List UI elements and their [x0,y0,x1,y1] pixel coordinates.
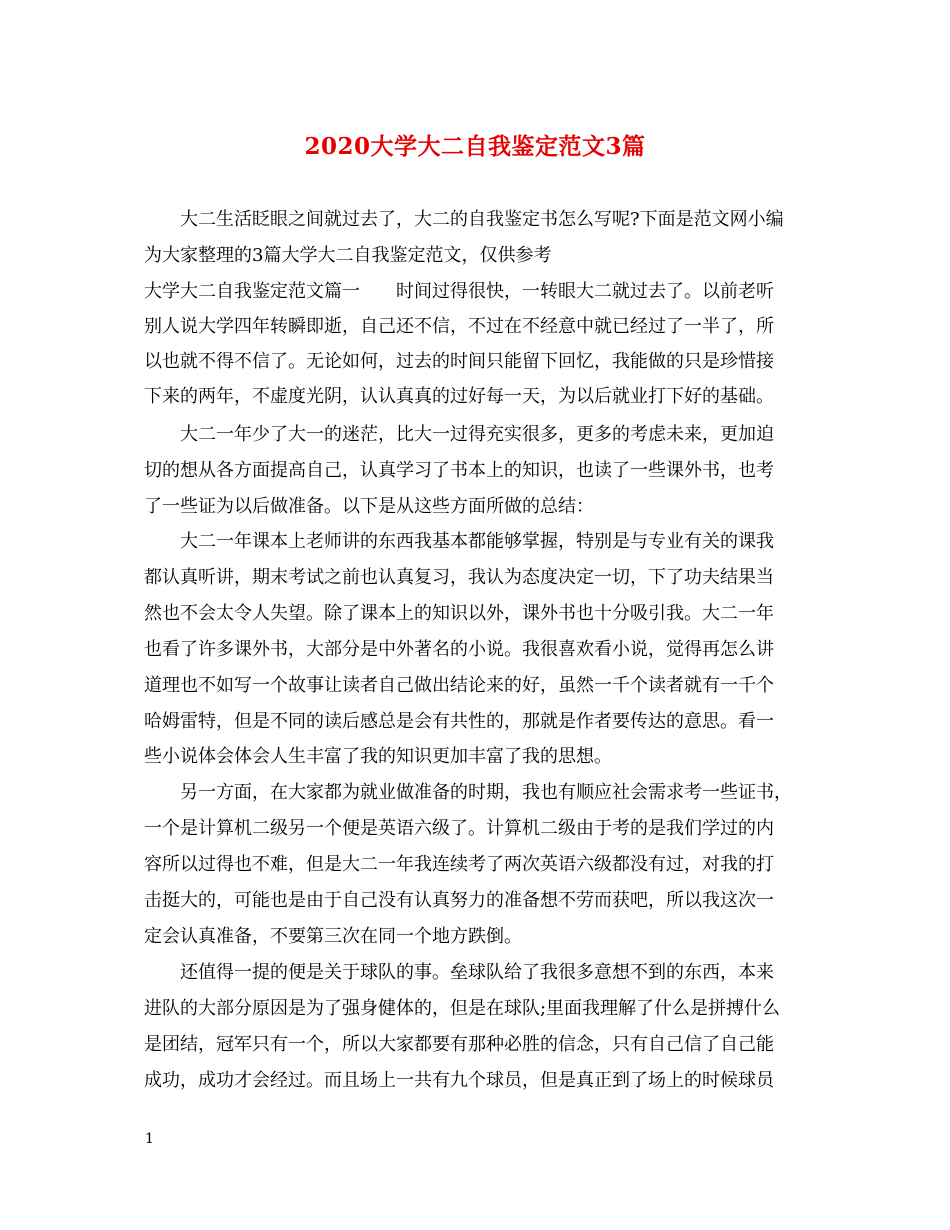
text-line: 容所以过得也不难，但是大二一年我连续考了两次英语六级都没有过，对我的打 [144,854,774,875]
text-line: 了一些证为以后做准备。以下是从这些方面所做的总结： [144,496,594,517]
text-line: 是团结，冠军只有一个，所以大家都要有那种必胜的信念，只有自己信了自己能 [144,1034,774,1055]
text-line: 成功，成功才会经过。而且场上一共有九个球员，但是真正到了场上的时候球员 [144,1070,774,1091]
text-line: 也看了许多课外书，大部分是中外著名的小说。我很喜欢看小说，觉得再怎么讲 [144,639,774,660]
page-number: 1 [145,1131,154,1147]
text-line: 进队的大部分原因是为了强身健体的，但是在球队;里面我理解了什么是拼搏什么 [144,998,781,1019]
text-line: 然也不会太令人失望。除了课本上的知识以外，课外书也十分吸引我。大二一年 [144,603,774,624]
text-line: 还值得一提的便是关于球队的事。垒球队给了我很多意想不到的东西，本来 [180,962,774,983]
text-line: 大二一年课本上老师讲的东西我基本都能够掌握，特别是与专业有关的课我 [180,531,774,552]
text-line: 为大家整理的3篇大学大二自我鉴定范文，仅供参考 [144,245,552,266]
text-line: 一个是计算机二级另一个便是英语六级了。计算机二级由于考的是我们学过的内 [144,818,774,839]
text-line: 哈姆雷特，但是不同的读后感总是会有共性的，那就是作者要传达的意思。看一 [144,711,774,732]
text-line: 些小说体会体会人生丰富了我的知识更加丰富了我的思想。 [144,746,612,767]
text-line: 切的想从各方面提高自己，认真学习了书本上的知识，也读了一些课外书，也考 [144,460,774,481]
text-line: 另一方面，在大家都为就业做准备的时期，我也有顺应社会需求考一些证书， [180,782,792,803]
text-line: 道理也不如写一个故事让读者自己做出结论来的好，虽然一千个读者就有一千个 [144,675,774,696]
document-title: 2020大学大二自我鉴定范文3篇 [304,133,646,160]
text-line: 大二一年少了大一的迷茫，比大一过得充实很多，更多的考虑未来，更加迫 [180,424,774,445]
text-line: 大二生活眨眼之间就过去了，大二的自我鉴定书怎么写呢?下面是范文网小编 [180,209,784,230]
text-line: 下来的两年，不虚度光阴，认认真真的过好每一天，为以后就业打下好的基础。 [144,386,774,407]
text-line: 以也就不得不信了。无论如何，过去的时间只能留下回忆，我能做的只是珍惜接 [144,351,774,372]
text-line: 大学大二自我鉴定范文篇一 时间过得很快，一转眼大二就过去了。以前老听 [144,281,774,302]
text-line: 定会认真准备，不要第三次在同一个地方跌倒。 [144,926,522,947]
text-line: 都认真听讲，期末考试之前也认真复习，我认为态度决定一切，下了功夫结果当 [144,567,774,588]
text-line: 击挺大的，可能也是由于自己没有认真努力的准备想不劳而获吧，所以我这次一 [144,890,774,911]
text-line: 别人说大学四年转瞬即逝，自己还不信，不过在不经意中就已经过了一半了，所 [144,316,774,337]
